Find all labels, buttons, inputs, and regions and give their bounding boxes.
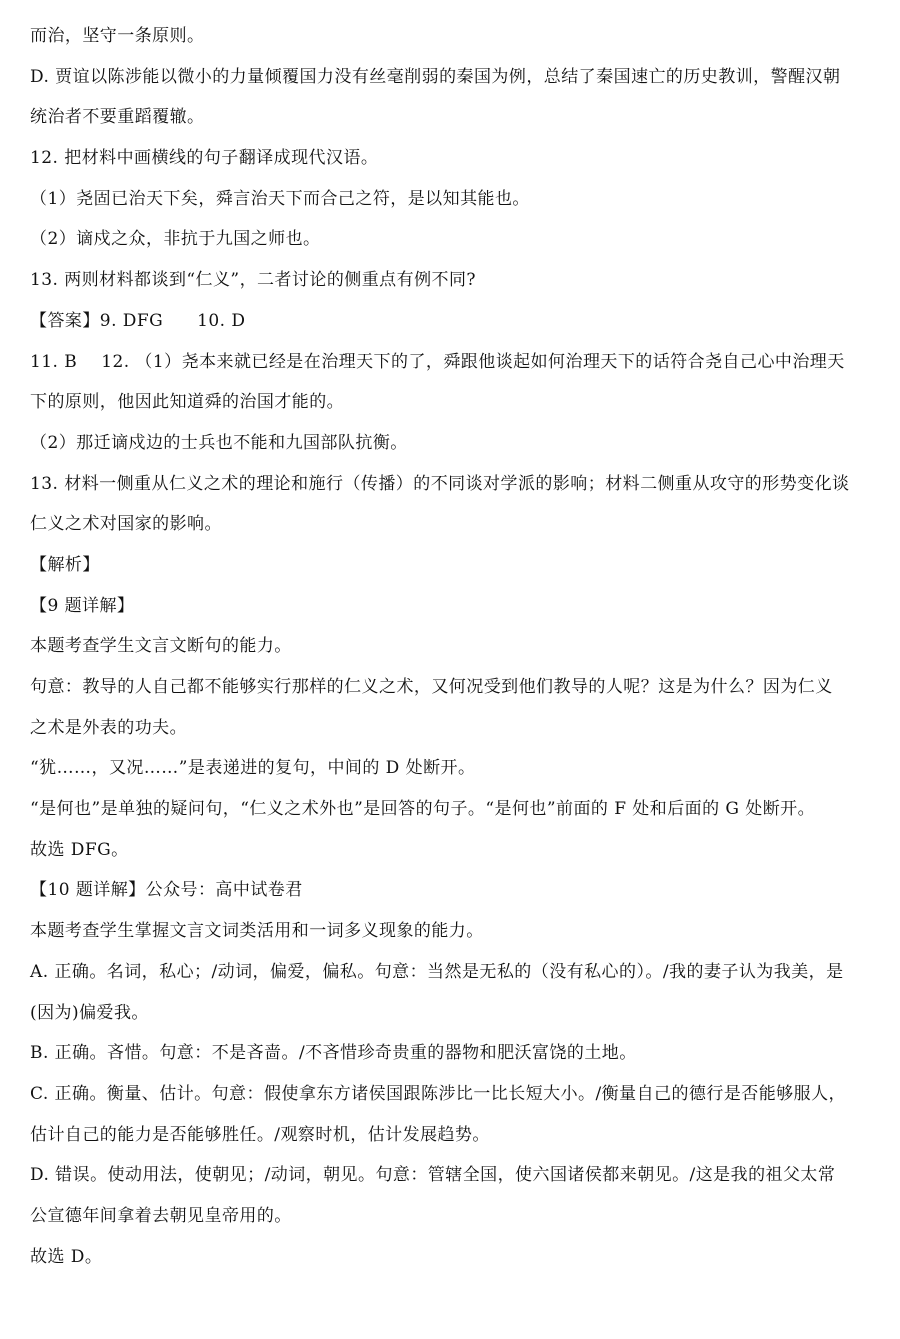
q10-intro: 本题考查学生掌握文言文词类活用和一词多义现象的能力。 [30, 921, 484, 942]
text-line-1: 而治，坚守一条原则。 [30, 26, 205, 46]
q10-option-c-2: 估计自己的能力是否能够胜任。/观察时机，估计发展趋势。 [30, 1124, 490, 1145]
question-13: 13. 两则材料都谈到“仁义”，二者讨论的侧重点有例不同? [30, 270, 476, 291]
q10-option-a-1: A. 正确。名词，私心；/动词，偏爱，偏私。句意：当然是无私的（没有私心的）。/我的妻子认为我美，是 [30, 961, 844, 982]
q9-detail-heading: 【9 题详解】 [30, 595, 135, 616]
answer-line [30, 311, 872, 331]
answer-13-line-2: 仁义之术对国家的影响。 [30, 514, 222, 535]
option-d-line-2: 统治者不要重蹈覆辙。 [30, 107, 205, 128]
answer-11: 11. B [30, 351, 78, 372]
q10-option-a-2: (因为)偏爱我。 [30, 1002, 149, 1023]
q10-conclusion: 故选 D。 [30, 1246, 103, 1267]
q9-meaning-1: 句意：教导的人自己都不能够实行那样的仁义之术，又何况受到他们教导的人呢？这是为什么？因为仁义 [30, 677, 833, 697]
analysis-heading: 【解析】 [30, 554, 100, 575]
answer-11-12-line [30, 352, 872, 372]
q9-point-1: “犹……，又况……”是表递进的复句，中间的 D 处断开。 [30, 758, 476, 779]
q10-option-c-1: C. 正确。衡量、估计。句意：假使拿东方诸侯国跟陈涉比一比长短大小。/衡量自己的德行是否能够服人， [30, 1083, 846, 1104]
q10-option-d-2: 公宣德年间拿着去朝见皇帝用的。 [30, 1205, 292, 1226]
q10-detail-heading: 【10 题详解】公众号：高中试卷君 [30, 880, 303, 901]
answer-12-line-2: 下的原则，他因此知道舜的治国才能的。 [30, 392, 345, 413]
question-12-item-2: （2）谪戍之众，非抗于九国之师也。 [30, 229, 321, 250]
option-d-line-1: D. 贾谊以陈涉能以微小的力量倾覆国力没有丝毫削弱的秦国为例，总结了秦国速亡的历史教训，警醒汉朝 [30, 66, 841, 87]
answer-10: 10. D [197, 310, 246, 331]
q10-option-d-1: D. 错误。使动用法，使朝见；/动词，朝见。句意：管辖全国，使六国诸侯都来朝见。/这是我的祖父太常 [30, 1165, 836, 1186]
q10-option-b: B. 正确。吝惜。句意：不是吝啬。/不吝惜珍奇贵重的器物和肥沃富饶的土地。 [30, 1043, 637, 1064]
answer-12-part1: 12. （1）尧本来就已经是在治理天下的了，舜跟他谈起如何治理天下的话符合尧自己心中治理天 [101, 351, 845, 372]
q9-meaning-2: 之术是外表的功夫。 [30, 717, 188, 738]
answer-label: 【答案】9. DFG [30, 310, 164, 331]
q9-conclusion: 故选 DFG。 [30, 839, 129, 860]
q9-intro: 本题考查学生文言文断句的能力。 [30, 636, 292, 657]
answer-13-line-1: 13. 材料一侧重从仁义之术的理论和施行（传播）的不同谈对学派的影响；材料二侧重从攻守的形势变化谈 [30, 473, 850, 494]
question-12-item-1: （1）尧固已治天下矣，舜言治天下而合己之符，是以知其能也。 [30, 188, 530, 209]
q9-point-2: “是何也”是单独的疑问句，“仁义之术外也”是回答的句子。“是何也”前面的 F 处和后面的 G 处断开。 [30, 799, 816, 820]
answer-12-item-2: （2）那迁谪戍边的士兵也不能和九国部队抗衡。 [30, 432, 408, 453]
question-12: 12. 把材料中画横线的句子翻译成现代汉语。 [30, 148, 379, 169]
